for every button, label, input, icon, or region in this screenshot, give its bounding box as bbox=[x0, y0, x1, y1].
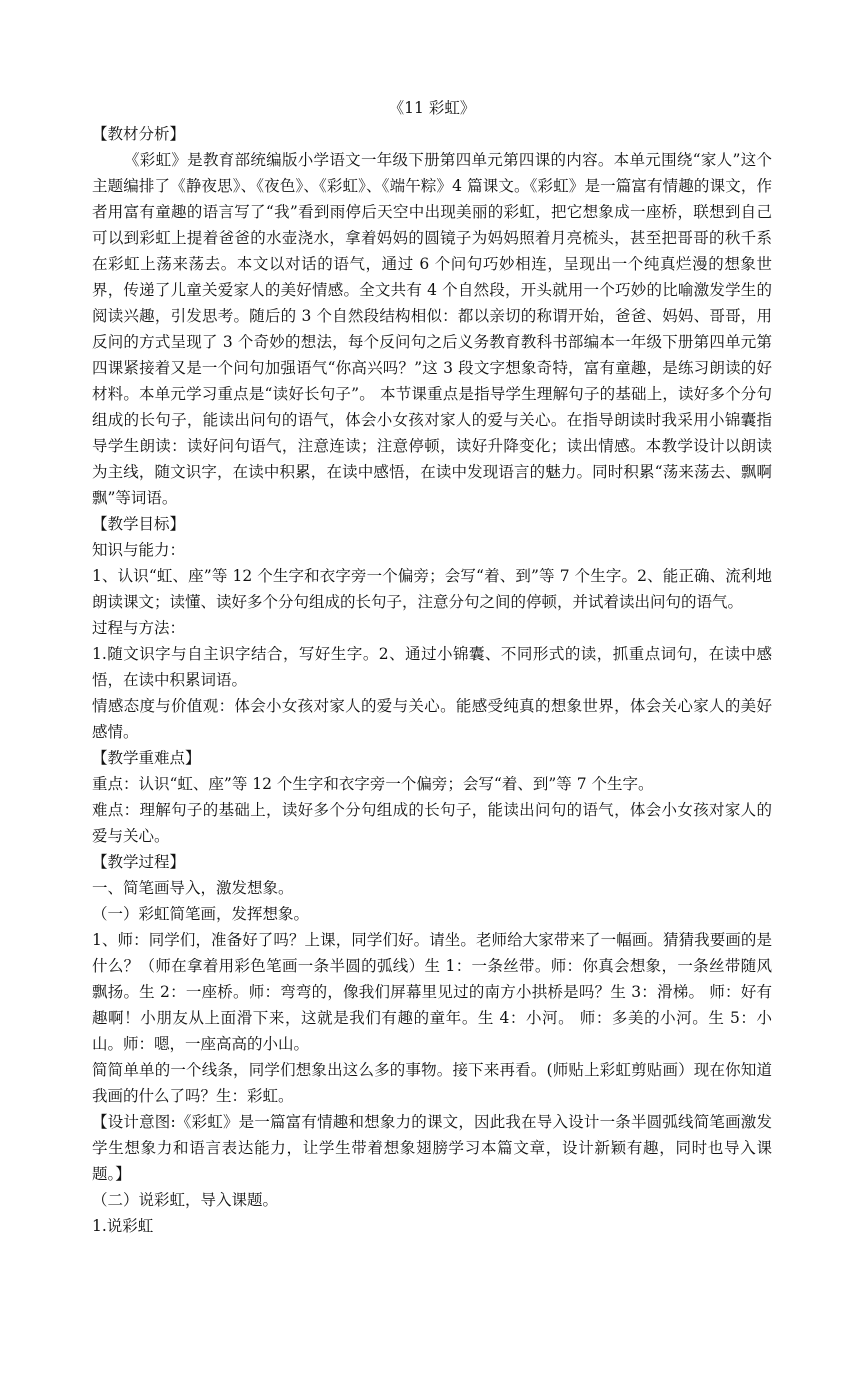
step-1-sub-2-item: 1.说彩虹 bbox=[92, 1217, 154, 1235]
dialogue-paragraph: 1、师：同学们，准备好了吗？上课，同学们好。请坐。老师给大家带来了一幅画。猜猜我要画的是什么？（师在拿着用彩色笔画一条半圆的弧线）生 1：一条丝带。师：你真会想象，一条丝带随风飘扬。生 2：一座桥。师：弯弯的，像我们屏幕里见过的南方小拱桥是吗？生 3：滑梯。 师：好有趣啊！小朋友从上面滑下来，这就是我们有趣的童年。生 4：小河。 师：多美的小河。生 5：小山。师：嗯，一座高高的小山。 bbox=[92, 931, 772, 1053]
analysis-paragraph: 《彩虹》是教育部统编版小学语文一年级下册第四单元第四课的内容。本单元围绕“家人”这个主题编排了《静夜思》、《夜色》、《彩虹》、《端午粽》4 篇课文。《彩虹》是一篇富有情趣的课文，作者用富有童趣的语言写了“我”看到雨停后天空中出现美丽的彩虹，把它想象成一座桥，联想到自己可以到彩虹上提着爸爸的水壶浇水，拿着妈妈的圆镜子为妈妈照着月亮梳头，甚至把哥哥的秋千系在彩虹上荡来荡去。本文以对话的语气，通过 6 个问句巧妙相连，呈现出一个纯真烂漫的想象世界，传递了儿童关爱家人的美好情感。全文共有 4 个自然段，开头就用一个巧妙的比喻激发学生的阅读兴趣，引发思考。随后的 3 个自然段结构相似：都以亲切的称谓开始，爸爸、妈妈、哥哥，用反问的方式呈现了 3 个奇妙的想法，每个反问句之后义务教育教科书部编本一年级下册第四单元第四课紧接着又是一个问句加强语气“你高兴吗？”这 3 段文字想象奇特，富有童趣，是练习朗读的好材料。本单元学习重点是“读好长句子”。 本节课重点是指导学生理解句子的基础上，读好多个分句组成的长句子，能读出问句的语气，体会小女孩对家人的爱与关心。在指导朗读时我采用小锦囊指导学生朗读：读好问句语气，注意连读；注意停顿，读好升降变化；读出情感。本教学设计以朗读为主线，随文识字，在读中积累，在读中感悟，在读中发现语言的魅力。同时积累“荡来荡去、飘啊飘”等词语。 bbox=[92, 151, 772, 507]
goal-label-knowledge: 知识与能力： bbox=[92, 541, 186, 559]
step-1-sub-2: （二）说彩虹，导入课题。 bbox=[92, 1191, 279, 1209]
step-1-heading: 一、简笔画导入，激发想象。 bbox=[92, 879, 294, 897]
goal-text-emotion: 情感态度与价值观：体会小女孩对家人的爱与关心。能感受纯真的想象世界，体会关心家人的美好感情。 bbox=[92, 697, 772, 741]
section-heading-key-points: 【教学重难点】 bbox=[92, 749, 201, 767]
section-heading-process: 【教学过程】 bbox=[92, 853, 186, 871]
goal-text-process: 1.随文识字与自主识字结合，写好生字。2、通过小锦囊、不同形式的读，抓重点词句，在读中感悟，在读中积累词语。 bbox=[92, 645, 772, 689]
section-heading-goals: 【教学目标】 bbox=[92, 515, 186, 533]
key-point-text: 重点：认识“虹、座”等 12 个生字和衣字旁一个偏旁；会写“着、到”等 7 个生字。 bbox=[92, 775, 654, 793]
section-heading-analysis: 【教材分析】 bbox=[92, 125, 186, 143]
goal-label-process: 过程与方法： bbox=[92, 619, 186, 637]
design-intent-paragraph: 【设计意图:《彩虹》是一篇富有情趣和想象力的课文，因此我在导入设计一条半圆弧线简笔画激发学生想象力和语言表达能力，让学生带着想象翅膀学习本篇文章，设计新颖有趣，同时也导入课题。】 bbox=[92, 1113, 772, 1183]
document-title: 《11 彩虹》 bbox=[388, 99, 476, 117]
step-1-sub-1: （一）彩虹简笔画，发挥想象。 bbox=[92, 905, 310, 923]
difficulty-text: 难点：理解句子的基础上，读好多个分句组成的长句子，能读出问句的语气，体会小女孩对家人的爱与关心。 bbox=[92, 801, 772, 845]
goal-text-knowledge: 1、认识“虹、座”等 12 个生字和衣字旁一个偏旁；会写“着、到”等 7 个生字。2、能正确、流利地朗读课文；读懂、读好多个分句组成的长句子，注意分句之间的停顿，并试着读出问句的语气。 bbox=[92, 567, 772, 611]
dialogue-continuation: 简简单单的一个线条，同学们想象出这么多的事物。接下来再看。(师贴上彩虹剪贴画）现在你知道我画的什么了吗？生：彩虹。 bbox=[92, 1061, 772, 1105]
